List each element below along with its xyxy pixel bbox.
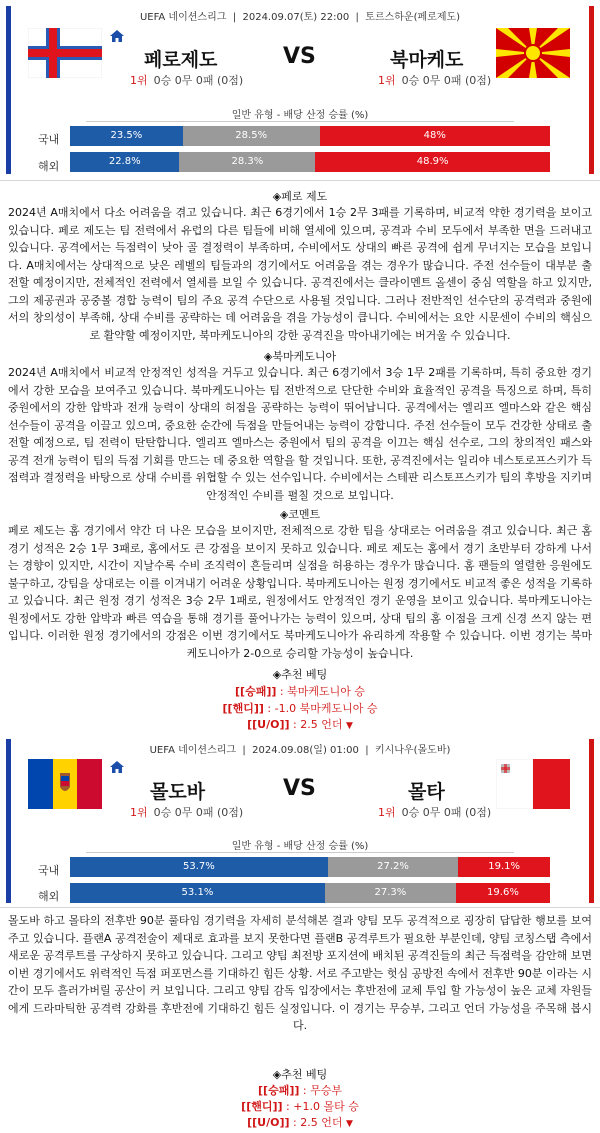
away-record-text: 0승 0무 0패 (0점) (401, 74, 492, 87)
bet-win-loss (0, 1082, 600, 1098)
bet-key: [[승패]] (258, 1084, 300, 1097)
home-team-record (130, 72, 243, 88)
bet-key: [[U/O]] (247, 718, 290, 731)
bet-key: [[승패]] (235, 685, 277, 698)
away-win-segment: 19.1% (458, 857, 550, 877)
home-team-name: 페로제도 (144, 49, 218, 71)
away-rank: 1위 (378, 806, 396, 819)
analysis-comment: 페로 제도는 홈 경기에서 약간 더 나은 모습을 보이지만, 전체적으로 강한 팀을 상대로는 어려움을 겪고 있습니다. 최근 홈 경기 성적은 2승 1무 3패로, 홈에서도 큰 강점을 보이지 못하고 있습니다. 페로 제도는 홈에서 경기 초반부터 강하게 나서는 경향이 있지만, 시간이 지날수록 수비 조직력이 흔들리며 실점을 허용하는 경우가 많습니다. 홈 팬들의 열렬한 응원에도 불구하고, 강팀을 상대로는 이를 이겨내기 어려운 상황입니다. 북마케도니아는 원정 경기에서도 비교적 좋은 성적을 기록하고 있습니다. 최근 원정 경기 성적은 3승 2무 1패로, 원정에서도 안정적인 경기 운영을 보이고 있습니다. 북마케도니아는 원정에서도 강한 압박과 빠른 역습을 통해 경기를 풀어나가는 능력이 있으며, 상대 팀의 홈 이점을 크게 신경 쓰지 않는 편입니다. 이러한 원정 경기에서의 강점은 이번 경기에서도 북마케도니아가 유리하게 작용할 수 있습니다. 이번 경기는 북마케도니아가 2-0으로 승리할 가능성이 높습니다. (8, 524, 592, 660)
home-team-record (130, 804, 243, 820)
odds-title-underline (86, 121, 514, 122)
section-head-comment: ◈코멘트 (279, 508, 321, 521)
bet-value: : 무승부 (299, 1084, 342, 1097)
bet-key: [[핸디]] (222, 702, 264, 715)
vs-label: VS (283, 776, 316, 801)
bet-win-loss (0, 683, 600, 699)
match-venue: 토르스하운(페로제도) (365, 12, 461, 23)
bet-value: : +1.0 몰타 승 (282, 1100, 359, 1113)
analysis-faroe: 2024년 A매치에서 다소 어려움을 겪고 있습니다. 최근 6경기에서 1승 2무 3패를 기록하며, 비교적 약한 경기력을 보이고 있습니다. 페로 제도는 팀 전력에서 유럽의 다른 팀들에 비해 열세에 있으며, 공격과 수비 모두에서 부족한 면을 드러내고 있습니다. 공격에서는 득점력이 낮아 골 결정력이 부족하며, 수비에서도 상대의 빠른 공격에 쉽게 무너지는 모습을 보입니다. A매치에서는 상대적으로 낮은 레벨의 팀들과의 경기에서도 어려움을 겪는 경우가 많습니다. 주전 선수들이 대부분 출전할 예정이지만, 전체적인 전력에서 열세를 보일 수 있습니다. 공격진에서는 클라이멘트 올센이 중심 역할을 하고 있지만, 그의 제공권과 공중볼 경합 능력이 팀의 주요 공격 수단으로 사용될 것입니다. 그러나 전반적인 선수단의 공격력과 중원에서의 창의성이 부족해, 상대 수비를 공략하는 데 어려움을 겪을 가능성이 큽니다. 수비에서는 요안 시문센이 수비의 핵심으로 활약할 예정이지만, 북마케도니아의 강한 공격진을 막아내기에는 버거울 수 있습니다. (8, 206, 592, 342)
odds-bar-domestic (70, 126, 550, 146)
odds-row-label-overseas: 해외 (38, 160, 60, 173)
bet-value: : 2.5 언더 (289, 1116, 346, 1129)
north-macedonia-flag (496, 28, 570, 78)
away-record-text: 0승 0무 0패 (0점) (401, 806, 492, 819)
section-divider (0, 907, 600, 908)
section-divider (0, 180, 600, 181)
odds-row-label-domestic: 국내 (38, 133, 60, 146)
right-frame-bar (589, 739, 594, 903)
home-rank: 1위 (130, 74, 148, 87)
bet-handicap (0, 700, 600, 716)
match1-card (0, 0, 600, 180)
bet-under-over (0, 1114, 600, 1130)
bet-value: : -1.0 북마케도니아 승 (263, 702, 378, 715)
odds-bar-domestic (70, 857, 550, 877)
odds-title: 일반 유형 - 배당 산정 승률 (%) (231, 841, 369, 852)
away-team-record (378, 804, 491, 820)
match-info-line: UEFA 네이션스리그 | 2024.09.08(일) 01:00 | 키시나우(몰도바) (149, 745, 451, 756)
odds-row-label-overseas: 해외 (38, 890, 60, 903)
bet-under-over (0, 716, 600, 732)
odds-bar-overseas (70, 152, 550, 172)
recommended-bet-title: ◈추천 베팅 (272, 668, 328, 681)
odds-row-label-domestic: 국내 (38, 864, 60, 877)
odds-bar-overseas (70, 883, 550, 903)
away-team-record (378, 72, 491, 88)
odds-title: 일반 유형 - 배당 산정 승률 (%) (231, 110, 369, 121)
vs-label: VS (283, 44, 316, 69)
bet-key: [[U/O]] (247, 1116, 290, 1129)
moldova-flag (28, 759, 102, 809)
match2-card (0, 733, 600, 907)
away-rank: 1위 (378, 74, 396, 87)
recommended-bet-title: ◈추천 베팅 (272, 1068, 328, 1081)
away-win-segment: 48% (320, 126, 550, 146)
match-info-line: UEFA 네이션스리그 | 2024.09.07(토) 22:00 | 토르스하운(페로제도) (139, 12, 461, 23)
analysis-macedonia: 2024년 A매치에서 비교적 안정적인 성적을 거두고 있습니다. 최근 6경기에서 3승 1무 2패를 기록하며, 특히 중요한 경기에서 강한 모습을 보여주고 있습니다. 북마케도니아는 팀 전반적으로 단단한 수비와 효율적인 공격을 특징으로 하며, 특히 중원에서의 강한 압박과 전개 능력이 상대의 허점을 공략하는 능력이 뛰어납니다. 공격에서는 엘리프 엘마스와 같은 핵심 선수들이 공격을 이끌고 있으며, 중요한 순간에 득점을 만들어내는 능력이 강합니다. 주전 선수들이 모두 건강한 상태로 출전할 예정으로, 팀 전력이 탄탄합니다. 엘리프 엘마스는 중원에서 팀의 공격을 이끄는 핵심 선수로, 그의 창의적인 패스와 공격 전개 능력이 팀의 득점 기회를 만드는 데 중요한 역할을 할 것입니다. 또한, 공격진에서는 일리야 네스토로프스키가 득점력과 결정력을 바탕으로 상대 수비를 위협할 수 있는 선수입니다. 수비에서는 스테판 리스토프스키가 팀의 후방을 지키며 안정적인 수비를 펼칠 것으로 보입니다. (8, 366, 592, 502)
home-record-text: 0승 0무 0패 (0점) (153, 806, 244, 819)
draw-segment: 27.2% (328, 857, 459, 877)
home-win-segment: 22.8% (70, 152, 179, 172)
arrow-down-icon: ▼ (345, 721, 353, 731)
analysis-match2: 몰도바 하고 몰타의 전후반 90분 풀타임 경기력을 자세히 분석해본 결과 양팀 모두 공격적으로 굉장히 답답한 행보를 보여주고 있습니다. 플랜A 공격전술이 제대로 효과를 보지 못한다면 플랜B 공격루트가 필요한 부분인데, 양팀 코칭스탭 측에서 새로운 공격루트를 구상하지 못하고 있습니다. 그리고 양팀 최전방 포지션에 배치된 공격진들의 최근 득점력을 감안해 보면 이번 경기에서도 위력적인 득점 퍼포먼스를 기대하긴 힘든 상황. 서로 주고받는 헛심 공방전 속에서 전후반 90분 이라는 시간이 모두 흘러가버릴 공산이 커 보입니다. 그리고 양팀 감독 입장에서는 후반전에 교체 투입 할 가능성이 높은 교체 자원들에게 드라마틱한 공격력 강화를 후반전에 기대하긴 힘든 실정입니다. 이 경기는 무승부, 그리고 언더 가능성을 주목해 봅시다. (8, 914, 592, 1032)
away-win-segment: 48.9% (315, 152, 550, 172)
league-name: UEFA 네이션스리그 (149, 745, 237, 756)
home-team-name: 몰도바 (150, 781, 206, 803)
malta-flag (496, 759, 570, 809)
section-head-faroe: ◈페로 제도 (272, 190, 328, 203)
bet-value: : 북마케도니아 승 (276, 685, 365, 698)
home-win-segment: 53.7% (70, 857, 328, 877)
right-frame-bar (589, 6, 594, 174)
bet-value: : 2.5 언더 (289, 718, 346, 731)
league-name: UEFA 네이션스리그 (139, 12, 227, 23)
home-win-segment: 53.1% (70, 883, 325, 903)
home-rank: 1위 (130, 806, 148, 819)
section-head-macedonia: ◈북마케도니아 (263, 350, 337, 363)
match-datetime: 2024.09.07(토) 22:00 (242, 12, 350, 23)
away-team-name: 북마케도 (390, 49, 464, 71)
left-frame-bar (6, 6, 11, 174)
draw-segment: 28.3% (179, 152, 315, 172)
home-icon (110, 761, 124, 773)
away-win-segment: 19.6% (456, 883, 550, 903)
odds-title-underline (86, 852, 514, 853)
faroe-islands-flag (28, 28, 102, 78)
draw-segment: 28.5% (183, 126, 320, 146)
match-datetime: 2024.09.08(일) 01:00 (252, 745, 359, 756)
bet-handicap (0, 1098, 600, 1114)
home-icon (110, 30, 124, 42)
bet-key: [[핸디]] (241, 1100, 283, 1113)
home-record-text: 0승 0무 0패 (0점) (153, 74, 244, 87)
left-frame-bar (6, 739, 11, 903)
home-win-segment: 23.5% (70, 126, 183, 146)
draw-segment: 27.3% (325, 883, 456, 903)
match-venue: 키시나우(몰도바) (374, 745, 451, 756)
arrow-down-icon: ▼ (345, 1119, 353, 1129)
away-team-name: 몰타 (408, 781, 445, 803)
